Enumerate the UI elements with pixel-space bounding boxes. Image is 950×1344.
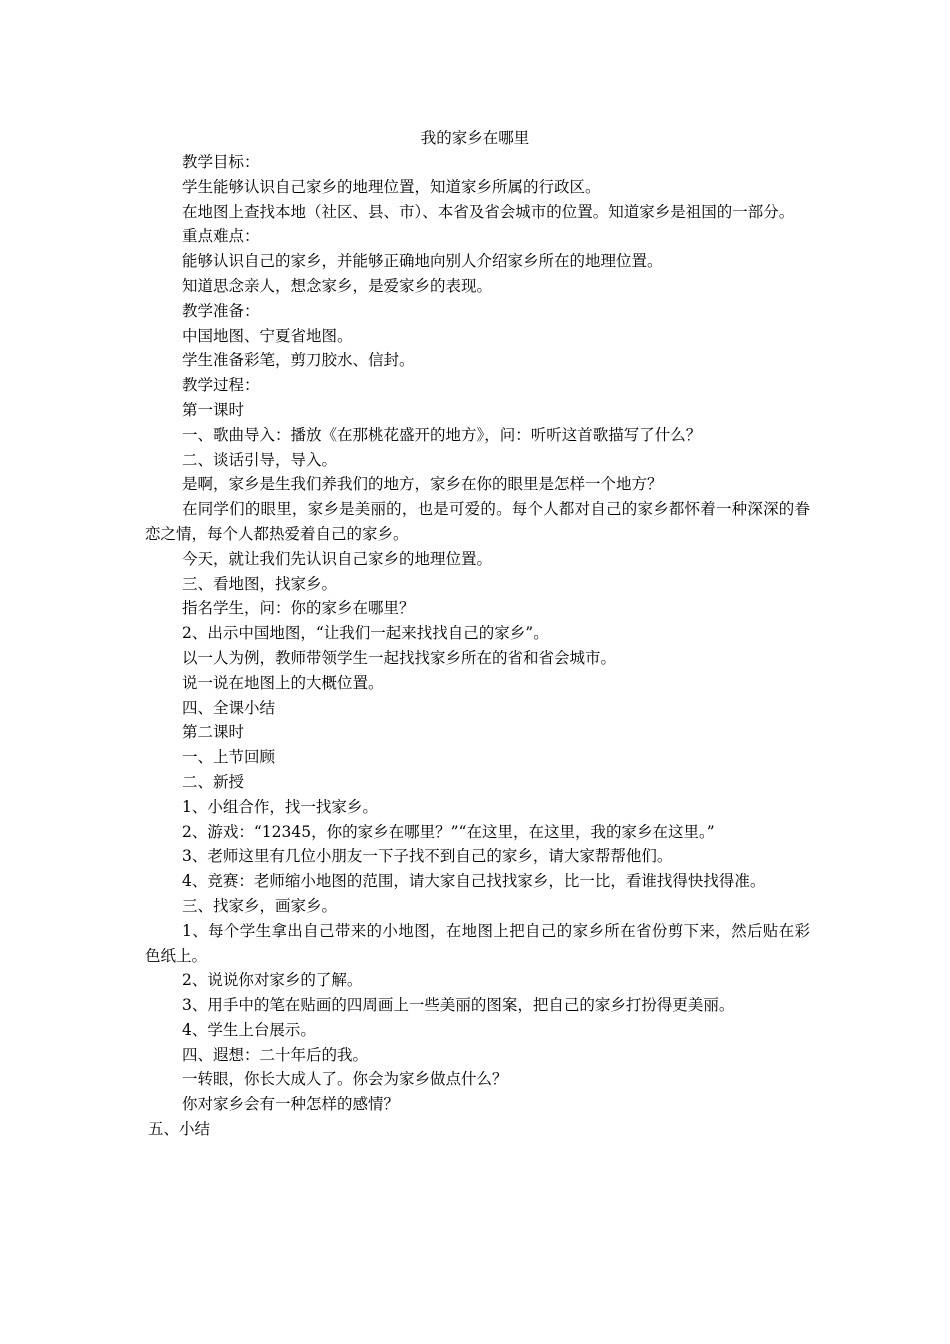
paragraph: 以一人为例，教师带领学生一起找找家乡所在的省和省会城市。	[182, 648, 617, 667]
paragraph: 第二课时	[182, 723, 245, 742]
paragraph: 五、小结	[148, 1120, 211, 1139]
paragraph: 今天，就让我们先认识自己家乡的地理位置。	[182, 549, 493, 568]
paragraph: 教学准备：	[182, 301, 260, 320]
paragraph: 学生能够认识自己家乡的地理位置，知道家乡所属的行政区。	[182, 177, 601, 196]
paragraph: 一、上节回顾	[182, 748, 276, 767]
paragraph: 学生准备彩笔，剪刀胶水、信封。	[182, 351, 415, 370]
paragraph: 能够认识自己的家乡，并能够正确地向别人介绍家乡所在的地理位置。	[182, 252, 663, 271]
document-title: 我的家乡在哪里	[420, 129, 530, 147]
paragraph: 1、小组合作，找一找家乡。	[182, 797, 378, 816]
paragraph: 2、说说你对家乡的了解。	[182, 971, 363, 990]
paragraph: 在同学们的眼里，家乡是美丽的，也是可爱的。每个人都对自己的家乡都怀着一种深深的眷恋之情，每个人都热爱着自己的家乡。	[145, 500, 810, 543]
paragraph: 三、找家乡，画家乡。	[182, 896, 338, 915]
document-body	[145, 150, 810, 1142]
paragraph: 在地图上查找本地（社区、县、市）、本省及省会城市的位置。知道家乡是祖国的一部分。	[182, 202, 795, 221]
paragraph: 2、游戏：“12345，你的家乡在哪里？”“在这里，在这里，我的家乡在这里。”	[182, 822, 715, 841]
paragraph: 知道思念亲人，想念家乡，是爱家乡的表现。	[182, 276, 493, 295]
paragraph: 4、竞赛：老师缩小地图的范围，请大家自己找找家乡，比一比，看谁找得快找得准。	[182, 872, 766, 891]
paragraph: 中国地图、宁夏省地图。	[182, 326, 353, 345]
paragraph: 是啊，家乡是生我们养我们的地方，家乡在你的眼里是怎样一个地方？	[182, 475, 663, 494]
paragraph: 4、学生上台展示。	[182, 1020, 316, 1039]
paragraph: 四、全课小结	[182, 698, 276, 717]
paragraph: 2、出示中国地图，“让我们一起来找找自己的家乡”。	[182, 624, 549, 643]
paragraph: 说一说在地图上的大概位置。	[182, 673, 384, 692]
paragraph: 一转眼，你长大成人了。你会为家乡做点什么？	[182, 1070, 508, 1089]
paragraph: 二、新授	[182, 772, 245, 791]
paragraph: 1、每个学生拿出自己带来的小地图，在地图上把自己的家乡所在省份剪下来，然后贴在彩色纸上。	[145, 921, 810, 965]
paragraph: 你对家乡会有一种怎样的感情？	[182, 1095, 400, 1114]
paragraph: 一、歌曲导入：播放《在那桃花盛开的地方》，问：听听这首歌描写了什么？	[182, 425, 702, 444]
paragraph: 3、老师这里有几位小朋友一下子找不到自己的家乡，请大家帮帮他们。	[182, 847, 673, 866]
paragraph: 指名学生，问：你的家乡在哪里？	[182, 599, 415, 618]
paragraph: 重点难点：	[182, 227, 260, 246]
paragraph: 二、谈话引导，导入。	[182, 450, 338, 469]
paragraph: 第一课时	[182, 400, 245, 419]
paragraph: 四、遐想：二十年后的我。	[182, 1045, 369, 1064]
paragraph: 教学过程：	[182, 376, 260, 395]
paragraph: 教学目标：	[182, 153, 260, 171]
paragraph: 3、用手中的笔在贴画的四周画上一些美丽的图案，把自己的家乡打扮得更美丽。	[182, 996, 735, 1015]
paragraph: 三、看地图，找家乡。	[182, 574, 338, 593]
